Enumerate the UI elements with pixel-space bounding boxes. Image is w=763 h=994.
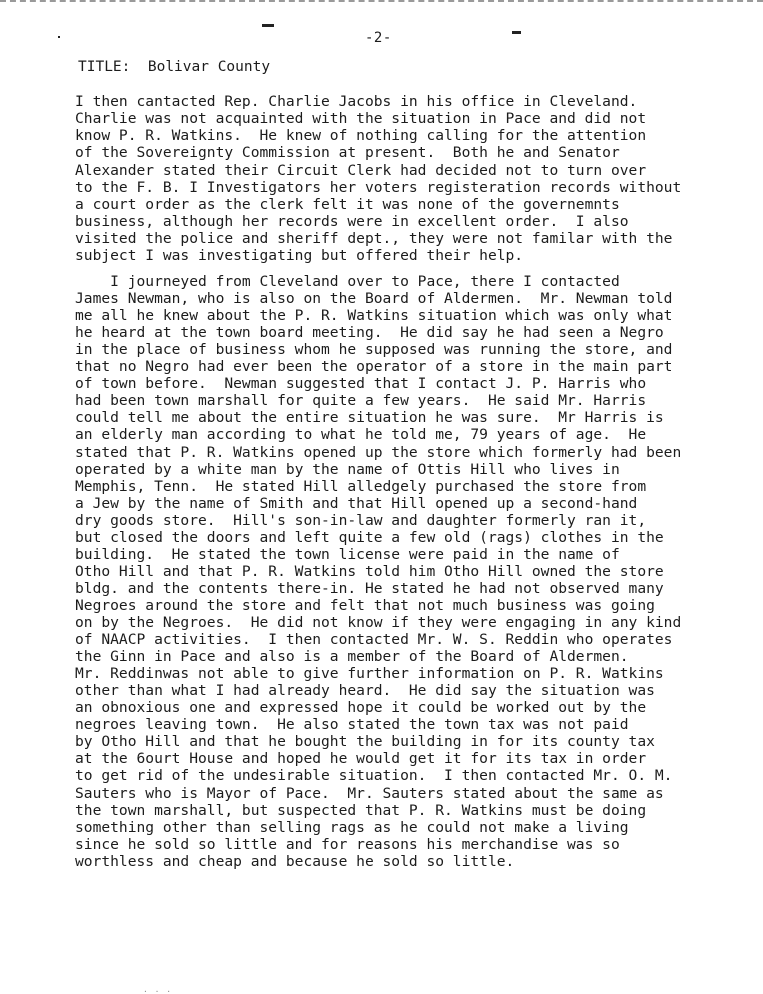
paragraph-2-line: the Ginn in Pace and also is a member of the Board of Aldermen. [75, 648, 629, 666]
title-value: Bolivar County [147, 59, 271, 75]
ink-mark [262, 24, 274, 27]
paragraph-2-line: bldg. and the contents there-in. He stated he had not observed many [75, 579, 664, 597]
scan-artifact: . . . [143, 985, 173, 994]
paragraph-2-line: building. He stated the town license were paid in the name of [75, 545, 620, 563]
title-label: TITLE: [78, 59, 131, 75]
paragraph-2-line: the town marshall, but suspected that P. R. Watkins must be doing [75, 801, 647, 819]
paragraph-2-line: had been town marshall for quite a few years. He said Mr. Harris [75, 392, 647, 410]
top-dashed-border [0, 0, 763, 6]
paragraph-2-line: since he sold so little and for reasons his merchandise was so [75, 835, 620, 853]
paragraph-2-line: James Newman, who is also on the Board of Aldermen. Mr. Newman told [75, 290, 673, 308]
paragraph-1-line: Charlie was not acquainted with the situation in Pace and did not [75, 110, 647, 128]
paragraph-2-line: something other than selling rags as he could not make a living [75, 818, 629, 836]
paragraph-2-line: an obnoxious one and expressed hope it could be worked out by the [75, 699, 647, 717]
paragraph-2-line: that no Negro had ever been the operator of a store in the main part [75, 358, 673, 376]
paragraph-2-line: of NAACP activities. I then contacted Mr. W. S. Reddin who operates [75, 631, 673, 649]
paragraph-2-line: by Otho Hill and that he bought the building in for its county tax [75, 733, 655, 751]
paragraph-2-line: could tell me about the entire situation he was sure. Mr Harris is [75, 409, 664, 427]
paragraph-2-line: on by the Negroes. He did not know if they were engaging in any kind [75, 614, 682, 631]
paragraph-2-line: Memphis, Tenn. He stated Hill alledgely purchased the store from [75, 477, 647, 495]
paragraph-2-line: Negroes around the store and felt that not much business was going [75, 596, 655, 614]
paragraph-2-line: to get rid of the undesirable situation. I then contacted Mr. O. M. [75, 767, 673, 785]
paragraph-2-line: operated by a white man by the name of Ottis Hill who lives in [75, 460, 620, 478]
ink-mark [58, 36, 60, 38]
paragraph-2-line: Sauters who is Mayor of Pace. Mr. Sauters stated about the same as [75, 784, 664, 802]
paragraph-2-line: but closed the doors and left quite a few old (rags) clothes in the [75, 528, 664, 546]
paragraph-2-line: worthless and cheap and because he sold so little. [75, 852, 515, 870]
paragraph-2-line: Otho Hill and that P. R. Watkins told him Otho Hill owned the store [75, 562, 664, 580]
ink-mark [512, 31, 521, 34]
paragraph-1-line: a court order as the clerk felt it was none of the governemnts [75, 195, 620, 213]
paragraph-2-line: in the place of business whom he supposed was running the store, and [75, 341, 673, 359]
paragraph-1-line: I then cantacted Rep. Charlie Jacobs in his office in Cleveland. [75, 93, 638, 110]
paragraph-2-line: a Jew by the name of Smith and that Hill opened up a second-hand [75, 494, 638, 512]
paragraph-2-line: he heard at the town board meeting. He did say he had seen a Negro [75, 324, 664, 342]
paragraph-2-line: negroes leaving town. He also stated the town tax was not paid [75, 716, 629, 734]
paragraph-2-line: Mr. Reddinwas not able to give further information on P. R. Watkins [75, 665, 664, 683]
paragraph-2-line: of town before. Newman suggested that I contact J. P. Harris who [75, 375, 647, 393]
paragraph-1-line: business, although her records were in excellent order. I also [75, 213, 629, 231]
paragraph-2-line: I journeyed from Cleveland over to Pace, there I contacted [75, 273, 620, 290]
paragraph-2-line: stated that P. R. Watkins opened up the store which formerly had been [75, 443, 682, 461]
page-number: -2- [365, 30, 392, 46]
document-title [78, 59, 270, 75]
paragraph-1-line: of the Sovereignty Commission at present. Both he and Senator [75, 144, 620, 162]
paragraph-1-line: to the F. B. I Investigators her voters registeration records without [75, 178, 682, 196]
paragraph-2-line: other than what I had already heard. He did say the situation was [75, 682, 655, 700]
paragraph-1-line: know P. R. Watkins. He knew of nothing calling for the attention [75, 127, 647, 145]
paragraph-2-line: an elderly man according to what he told me, 79 years of age. He [75, 426, 647, 444]
paragraph-1-line: subject I was investigating but offered their help. [75, 247, 524, 265]
paragraph-1-line: Alexander stated their Circuit Clerk had decided not to turn over [75, 161, 647, 179]
paragraph-1-line: visited the police and sheriff dept., they were not familar with the [75, 230, 673, 248]
paragraph-2-line: me all he knew about the P. R. Watkins situation which was only what [75, 307, 673, 325]
paragraph-2-line: at the 6ourt House and hoped he would get it for its tax in order [75, 750, 647, 768]
paragraph-2-line: dry goods store. Hill's son-in-law and daughter formerly ran it, [75, 511, 647, 529]
